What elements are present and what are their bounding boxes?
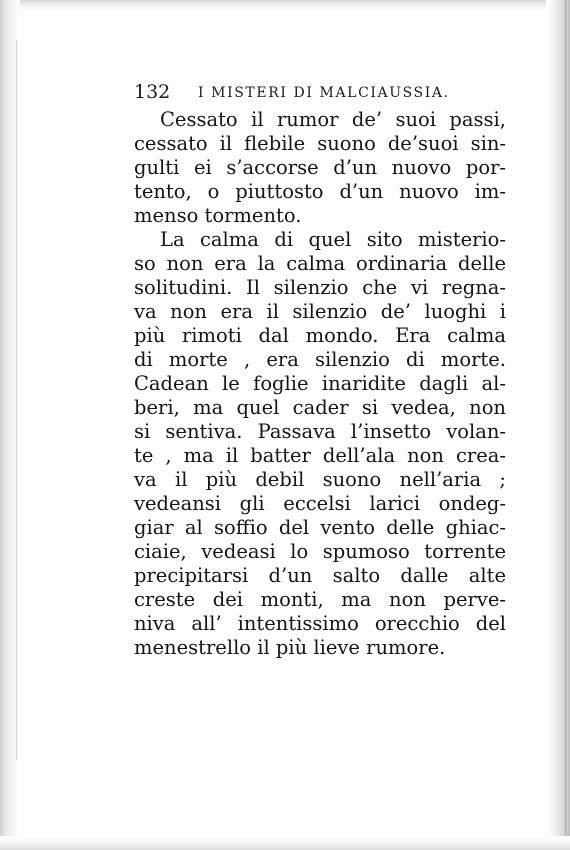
text-line: si sentiva. Passava l’insetto volan- [134,420,506,443]
page-top-edge [0,0,570,12]
text-line: cessato il flebile suono de’suoi sin- [134,132,506,155]
text-line: di morte , era silenzio di morte. [134,348,506,371]
page-right-edge [546,0,570,850]
text-line: tento, o piuttosto d’un nuovo im- [134,180,506,203]
binding-shadow-line [16,40,17,760]
text-line: precipitarsi d’un salto dalle alte [134,564,506,587]
text-line: più rimoti dal mondo. Era calma [134,324,506,347]
text-line: so non era la calma ordinaria delle [134,252,506,275]
text-line: menso tormento. [134,204,302,227]
text-line: beri, ma quel cader si vedea, non [134,396,506,419]
page-number: 132 [134,81,171,103]
text-line: gulti ei s’accorse d’un nuovo por- [134,156,506,179]
text-line: giar al soffio del vento delle ghiac- [134,516,506,539]
text-line: niva all’ intentissimo orecchio del [134,612,506,635]
paragraph-2 [134,228,506,660]
text-line: va non era il silenzio de’ luoghi i [134,300,506,323]
body-text [134,108,506,660]
text-line: te , ma il batter dell’ala non crea- [134,444,506,467]
page-bottom-edge [0,836,570,850]
text-line: Cadean le foglie inaridite dagli al- [134,372,506,395]
page-left-edge [0,0,20,850]
text-line: ciaie, vedeasi lo spumoso torrente [134,540,506,563]
page-header [134,80,506,104]
text-line: va il più debil suono nell’aria ; [134,468,506,491]
text-line: Cessato il rumor de’ suoi passi, [160,108,506,131]
paragraph-1 [134,108,506,228]
page-right-border [565,0,566,850]
text-line: La calma di quel sito misterio- [160,228,506,251]
text-line: creste dei monti, ma non perve- [134,588,506,611]
text-line: solitudini. Il silenzio che vi regna- [134,276,506,299]
running-head-title: I MISTERI DI MALCIAUSSIA. [198,85,450,101]
text-line: menestrello il più lieve rumore. [134,636,446,659]
text-line: vedeansi gli eccelsi larici ondeg- [134,492,506,515]
